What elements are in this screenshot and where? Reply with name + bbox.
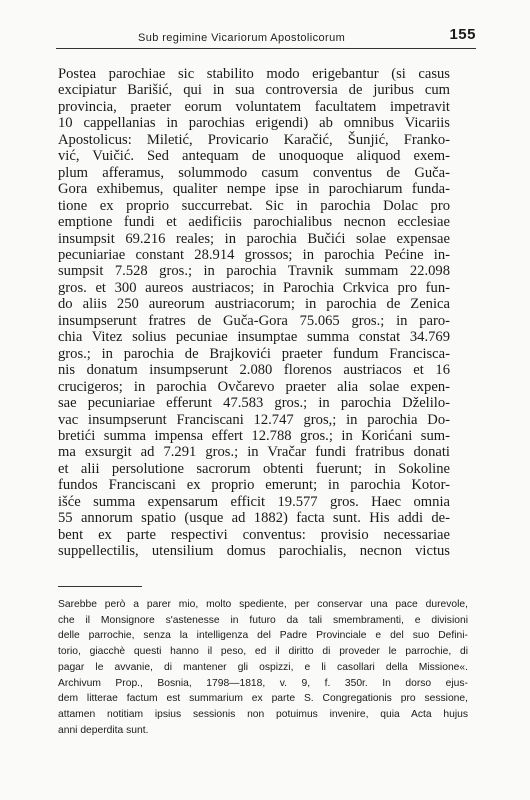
text-line: insumpsit 69.216 reales; in parochia Bučići solae expensae (58, 230, 450, 247)
text-line: fundos Franciscani ex proprio emerunt; in parochia Kotor- (58, 477, 450, 494)
footnote-line: anni deperdita sunt. (58, 724, 149, 736)
footnote-line: pagar le avvanie, di mantener gli ospizzi, e li casollari della Missione«. (58, 661, 468, 673)
text-line: Postea parochiae sic stabilito modo erigebantur (si casus (58, 66, 450, 82)
page-number: 155 (449, 26, 476, 43)
text-line: 55 annorum spatio (usque ad 1882) facta sunt. His addi de- (58, 510, 450, 527)
text-line: gros. et 300 aureos austriacos; in Parochia Crkvica pro fun- (58, 279, 450, 296)
text-line: vac insumpserunt Franciscani 12.747 gros,; in parochia Do- (58, 411, 450, 428)
footnote-line: Archivum Prop., Bosnia, 1798—1818, v. 9, f. 350r. In dorso ejus- (58, 677, 468, 689)
text-line: Apostolicus: Miletić, Provicario Karačić, Šunjić, Franko- (58, 131, 450, 148)
text-line: do aliis 250 aureorum austriacorum; in parochia de Zenica (58, 296, 450, 313)
footnote-line: che il Monsignore s'astenesse in futuro da tali smembramenti, e divisioni (58, 614, 468, 626)
text-line: Gora exhibemus, qualiter nempe ipse in parochiarum funda- (58, 181, 450, 198)
page-header (56, 22, 476, 49)
text-line: emptione fundi et aedificiis parochialibus necnon ecclesiae (58, 214, 450, 231)
text-line: bent ex parte respectivi conventus: provisio necessariae (58, 526, 450, 543)
running-title: Sub regimine Vicariorum Apostolicorum (138, 32, 346, 44)
text-line: crucigeros; in parochia Ovčarevo praeter alia solae expen- (58, 378, 450, 395)
text-line: plum afferamus, solummodo casum conventus de Guča- (58, 164, 450, 181)
text-line: sae pecuniariae efferunt 47.583 gros.; in parochia Dželilo- (58, 395, 450, 412)
text-line: sumpsit 7.528 gros.; in parochia Travnik summam 22.098 (58, 263, 450, 280)
text-line: nis donatum insumpserunt 2.080 florenos austriacos et 16 (58, 362, 450, 379)
text-line: bretići summa impensa effert 12.788 gros.; in Korićani sum- (58, 427, 450, 444)
text-line: gros.; in parochia de Brajkovići praeter fundum Franciscа- (58, 345, 450, 362)
text-line: ma exsurgit ad 7.291 gros.; in Vračar fundi fratribus donati (58, 444, 450, 461)
footnote (58, 597, 468, 738)
footnote-line: delle parrochie, senza la intelligenza del Padre Provinciale e del suo Defini- (58, 630, 468, 642)
text-line: vić, Vuičić. Sed antequam de unoquoque aliquod exem- (58, 148, 450, 165)
text-line: išće summa expensarum efficit 19.577 gros. Haec omnia (58, 493, 450, 510)
footnote-line: Sarebbe però a parer mio, molto spediente, per conservar una pace durevole, (58, 599, 468, 610)
text-line: chia Vitez solius pecuniae insumptae summa constat 34.769 (58, 329, 450, 346)
text-line: excipiatur Barišić, qui in sua controversia de juribus cum (58, 82, 450, 99)
text-line: et alii persolutione sacrorum obtenti fuerunt; in Sokoline (58, 460, 450, 477)
text-line: insumpserunt fratres de Guča-Gora 75.065 gros.; in paro- (58, 312, 450, 329)
text-line: pecuniariae constant 28.914 grossos; in parochia Pećine in- (58, 246, 450, 263)
text-line: provincia, praeter eorum voluntatem facultatem impetravit (58, 98, 450, 115)
text-line: tione ex proprio succurrebat. Sic in parochia Dolac pro (58, 197, 450, 214)
footnote-line: attamen notitiam ipsius sessionis non potuimus invenire, quia Acta hujus (58, 708, 468, 720)
footnote-separator (58, 586, 142, 587)
main-text (58, 66, 450, 560)
footnote-line: dem litterae factum est summarium ex parte S. Congregationis pro sessione, (58, 693, 468, 705)
footnote-line: torio, giacchè questi hanno il peso, ed il diritto di proveder le parrochie, di (58, 646, 468, 658)
text-line: 10 cappellanias in parochias erigendi) ab omnibus Vicariis (58, 115, 450, 132)
text-line: suppellectilis, utensilium domus parochialis, necnon victus (58, 543, 450, 560)
